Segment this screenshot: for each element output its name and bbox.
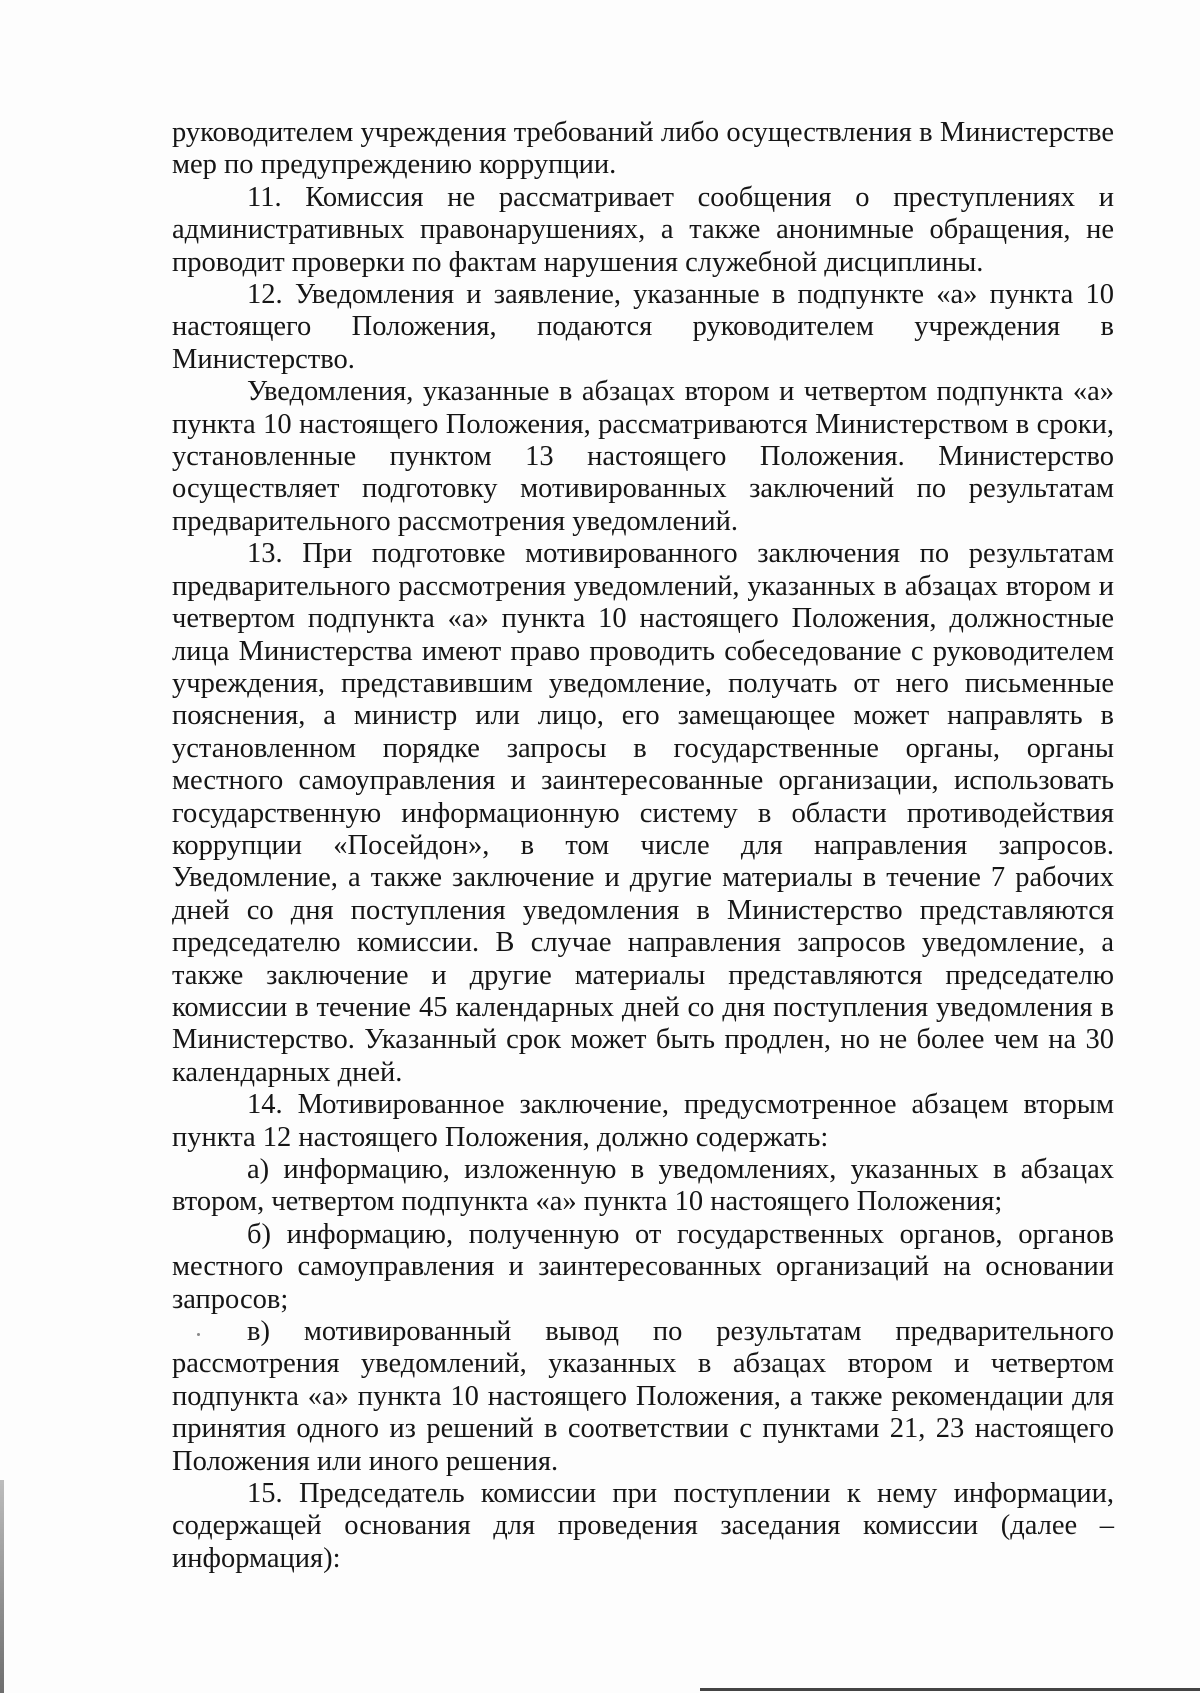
paragraph-item-12-second: Уведомления, указанные в абзацах втором и четвертом подпункта «а» пункта 10 настоящего Положения, рассматриваются Министерством в сроки, установленные пунктом 13 настоящего Положения. Министерство осуществляет подготовку мотивированных заключений по результатам предварительного рассмотрения уведомлений.	[172, 376, 1114, 537]
paragraph-subitem-a: а) информацию, изложенную в уведомлениях, указанных в абзацах втором, четвертом подпункта «а» пункта 10 настоящего Положения;	[172, 1154, 1114, 1218]
paragraph-continuation: руководителем учреждения требований либо осуществления в Министерстве мер по предупреждению коррупции.	[172, 117, 1114, 181]
scan-edge-bottom	[700, 1688, 1200, 1691]
paragraph-item-15: 15. Председатель комиссии при поступлении к нему информации, содержащей основания для проведения заседания комиссии (далее – информация):	[172, 1478, 1114, 1574]
paragraph-item-11: 11. Комиссия не рассматривает сообщения о преступлениях и административных правонарушениях, а также анонимные обращения, не проводит проверки по фактам нарушения служебной дисциплины.	[172, 181, 1114, 278]
paragraph-item-14: 14. Мотивированное заключение, предусмотренное абзацем вторым пункта 12 настоящего Положения, должно содержать:	[172, 1089, 1114, 1153]
paragraph-subitem-v: в) мотивированный вывод по результатам предварительного рассмотрения уведомлений, указанных в абзацах втором и четвертом подпункта «а» пункта 10 настоящего Положения, а также рекомендации для принятия одного из решений в соответствии с пунктами 21, 23 настоящего Положения или иного решения.	[172, 1316, 1114, 1477]
paragraph-item-13: 13. При подготовке мотивированного заключения по результатам предварительного рассмотрения уведомлений, указанных в абзацах втором и четвертом подпункта «а» пункта 10 настоящего Положения, должностные лица Министерства имеют право проводить собеседование с руководителем учреждения, представившим уведомление, получать от него письменные пояснения, а министр или лицо, его замещающее может направлять в установленном порядке запросы в государственные органы, органы местного самоуправления и заинтересованные организации, использовать государственную информационную систему в области противодействия коррупции «Посейдон», в том числе для направления запросов. Уведомление, а также заключение и другие материалы в течение 7 рабочих дней со дня поступления уведомления в Министерство представляются председателю комиссии. В случае направления запросов уведомление, а также заключение и другие материалы представляются председателю комиссии в течение 45 календарных дней со дня поступления уведомления в Министерство. Указанный срок может быть продлен, но не более чем на 30 календарных дней.	[172, 538, 1114, 1088]
paragraph-item-12: 12. Уведомления и заявление, указанные в подпункте «а» пункта 10 настоящего Положения, подаются руководителем учреждения в Министерство.	[172, 279, 1114, 375]
scan-edge-left	[0, 1480, 4, 1693]
paragraph-subitem-b: б) информацию, полученную от государственных органов, органов местного самоуправления и заинтересованных организаций на основании запросов;	[172, 1218, 1114, 1315]
document-body	[172, 117, 1114, 1575]
